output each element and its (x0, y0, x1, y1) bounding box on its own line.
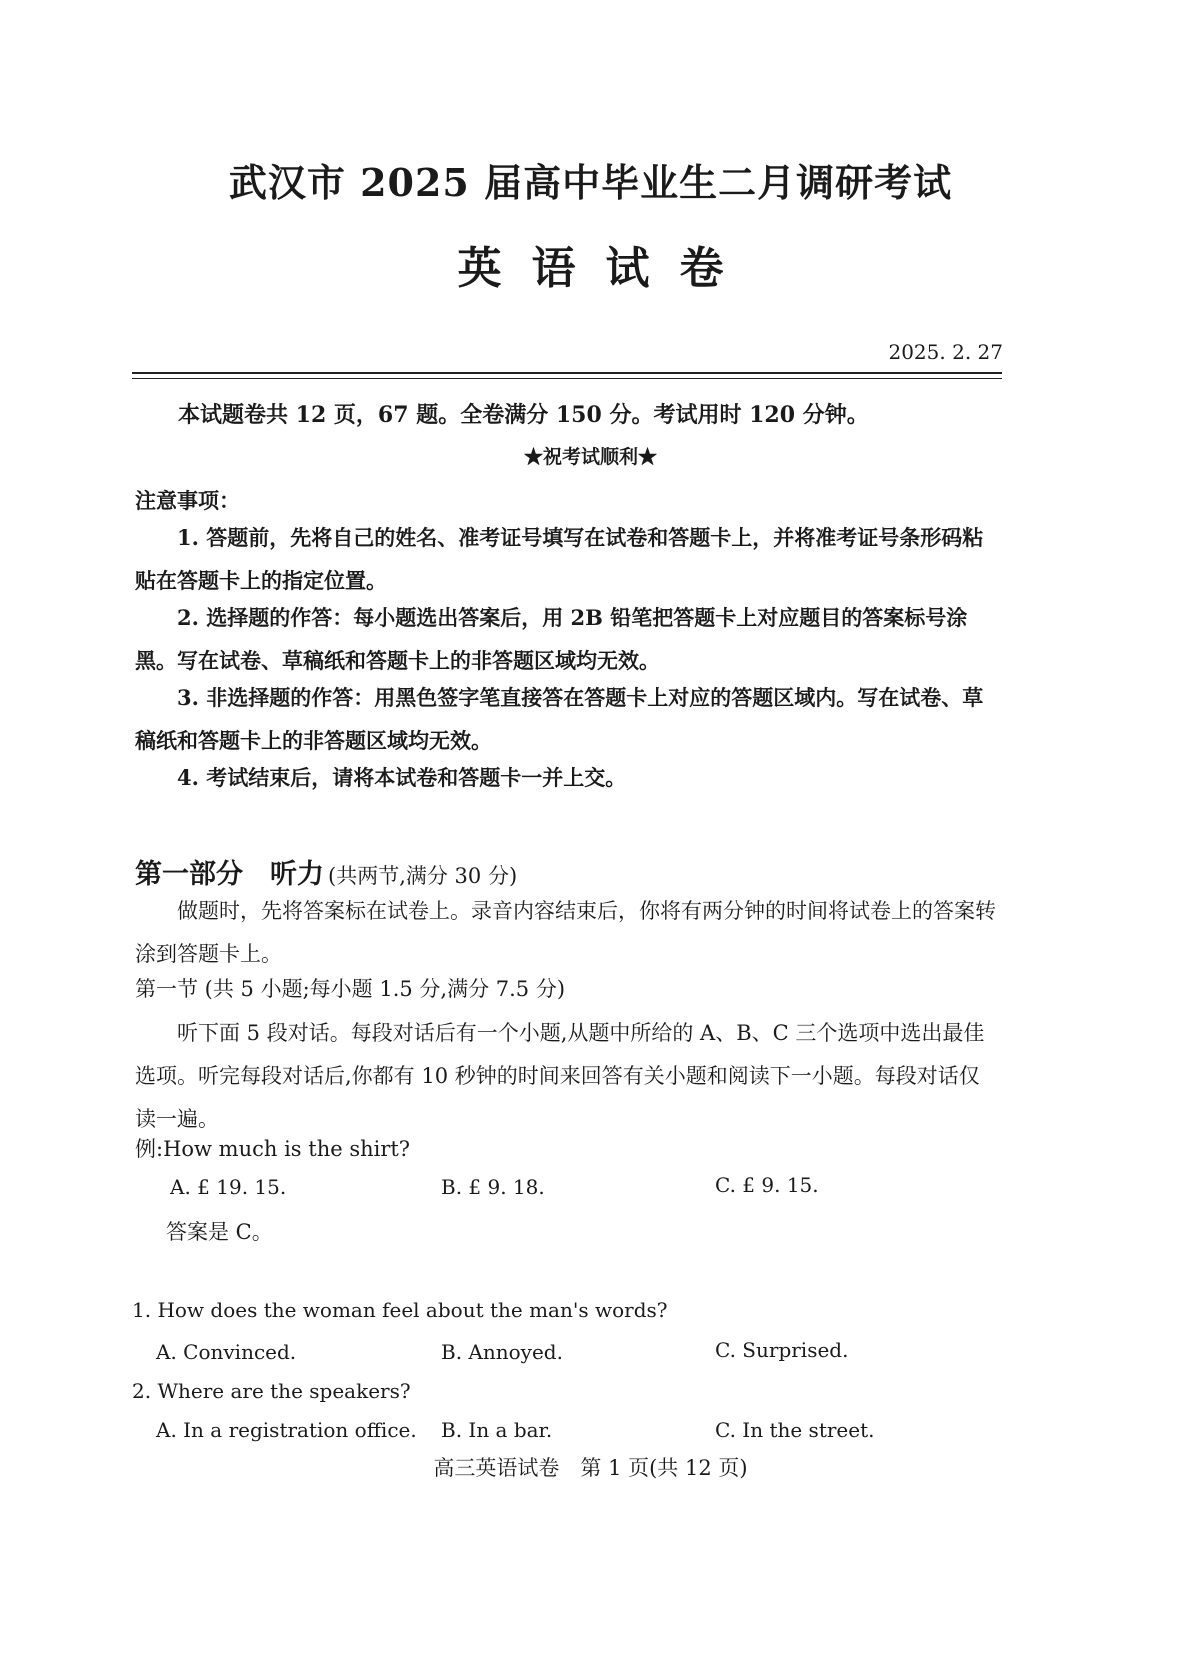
notice-item: 1. 答题前，先将自己的姓名、准考证号填写在试卷和答题卡上，并将准考证号条形码粘贴在答题卡上的指定位置。 (135, 525, 984, 593)
header-rule-thick (132, 372, 1002, 374)
exam-date: 2025. 2. 27 (888, 340, 1003, 364)
good-luck-banner: ★祝考试顺利★ (523, 446, 657, 468)
part1-title-text: 第一部分 听力 (135, 859, 324, 890)
notice-title: 注意事项： (135, 488, 240, 513)
example-option-a: A. £ 19. 15. (170, 1175, 287, 1199)
header-rule-thin (132, 378, 1002, 379)
example-option-b: B. £ 9. 18. (441, 1175, 545, 1199)
example-answer: 答案是 C。 (166, 1220, 273, 1244)
question-1: 1. How does the woman feel about the man's words? (132, 1298, 668, 1322)
part1-instruction: 做题时，先将答案标在试卷上。录音内容结束后，你将有两分钟的时间将试卷上的答案转涂到答题卡上。 (135, 899, 996, 966)
part1-title-note: (共两节,满分 30 分) (328, 864, 518, 888)
section1-title: 第一节 (共 5 小题;每小题 1.5 分,满分 7.5 分) (135, 977, 566, 1001)
question-2-option-b: B. In a bar. (441, 1418, 553, 1442)
exam-subject-title: 英语试卷 (457, 243, 754, 294)
question-1-option-c: C. Surprised. (715, 1338, 849, 1362)
question-2: 2. Where are the speakers? (132, 1379, 411, 1403)
question-2-option-a: A. In a registration office. (156, 1418, 417, 1442)
part1-title (135, 852, 517, 891)
notice-item: 3. 非选择题的作答：用黑色签字笔直接答在答题卡上对应的答题区域内。写在试卷、草稿纸和答题卡上的非答题区域均无效。 (135, 685, 984, 753)
section1-instruction: 听下面 5 段对话。每段对话后有一个小题,从题中所给的 A、B、C 三个选项中选出最佳选项。听完每段对话后,你都有 10 秒钟的时间来回答有关小题和阅读下一小题。每段对话仅读一遍。 (135, 1021, 985, 1131)
exam-title: 武汉市 2025 届高中毕业生二月调研考试 (228, 160, 953, 205)
page-footer: 高三英语试卷 第 1 页(共 12 页) (433, 1456, 748, 1480)
notice-item: 4. 考试结束后，请将本试卷和答题卡一并上交。 (177, 765, 627, 790)
notice-item: 2. 选择题的作答：每小题选出答案后，用 2B 铅笔把答题卡上对应题目的答案标号涂黑。写在试卷、草稿纸和答题卡上的非答题区域均无效。 (135, 605, 968, 673)
example-option-c: C. £ 9. 15. (715, 1173, 819, 1197)
question-1-option-b: B. Annoyed. (441, 1340, 563, 1364)
exam-summary: 本试题卷共 12 页，67 题。全卷满分 150 分。考试用时 120 分钟。 (178, 402, 869, 428)
question-1-option-a: A. Convinced. (156, 1340, 297, 1364)
example-question: 例:How much is the shirt? (135, 1137, 411, 1161)
question-2-option-c: C. In the street. (715, 1418, 875, 1442)
